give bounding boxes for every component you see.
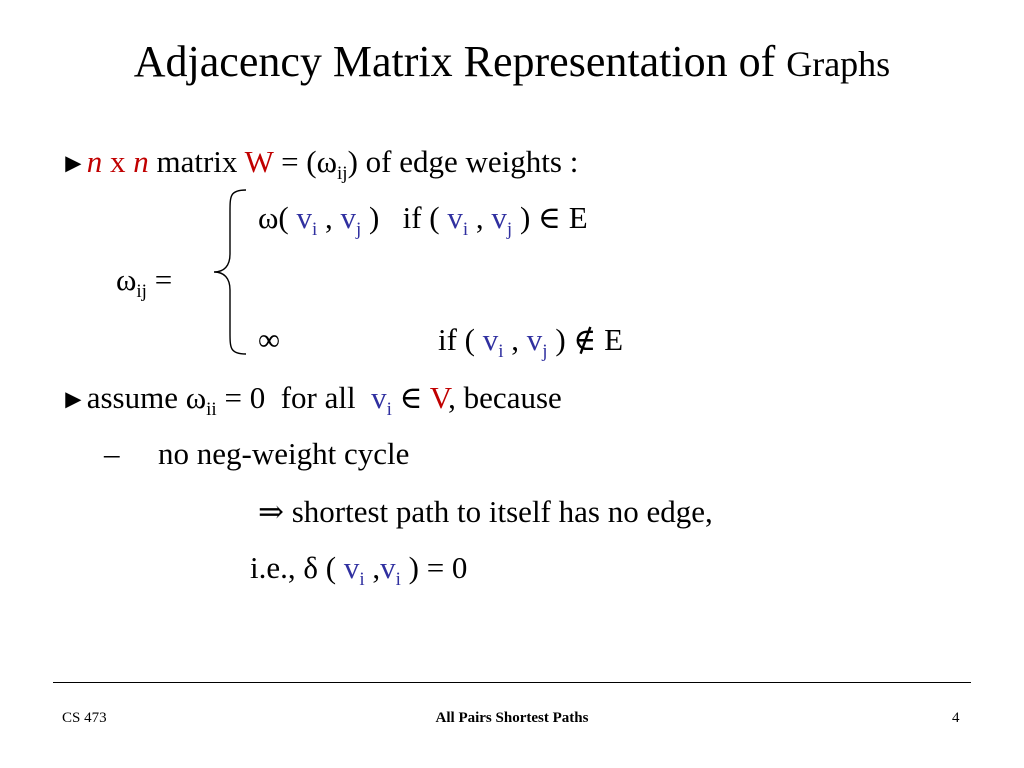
sub-ij: ij	[136, 281, 147, 302]
n-symbol-2: n	[133, 144, 149, 179]
bullet-line-assume	[60, 378, 562, 419]
v-i-2: v	[447, 200, 463, 235]
omega: ω	[116, 262, 137, 297]
sub-j: j	[356, 219, 362, 240]
subscript-ij: ij	[337, 163, 348, 184]
title-tail: Graphs	[786, 44, 891, 84]
comma: ,	[364, 550, 381, 585]
matrix-word: matrix	[148, 144, 245, 179]
times-x: x	[102, 144, 134, 179]
omega-ij-lhs	[116, 260, 172, 300]
sub-ii: ii	[206, 399, 217, 420]
v-j: v	[340, 200, 357, 235]
bullet-line-matrix	[60, 142, 578, 183]
because-text: , because	[448, 380, 562, 415]
sub-i: i	[311, 219, 318, 240]
v-j-2: v	[491, 200, 507, 235]
comma-2: ,	[468, 200, 492, 235]
element-of: ∈	[391, 380, 430, 415]
sub-i: i	[359, 569, 365, 590]
implies-text: ⇒ shortest path to itself has no edge,	[258, 494, 713, 529]
equals-zero: ) = 0	[400, 550, 468, 585]
implies-line	[258, 492, 713, 532]
sub-i-2: i	[462, 219, 469, 240]
footer-page-number: 4	[952, 710, 960, 726]
if-open: if (	[438, 322, 483, 357]
edge-weights-text: ) of edge weights :	[347, 144, 579, 179]
v-i: v	[343, 550, 360, 585]
not-in-E: ) ∉ E	[547, 322, 624, 357]
bullet-marker: ►	[60, 148, 87, 178]
in-E: ) ∈ E	[512, 200, 588, 235]
no-neg-cycle-text: no neg-weight cycle	[158, 436, 410, 471]
eq-omega: = (ω	[273, 144, 338, 179]
sub-j: j	[542, 341, 548, 362]
sub-i-2: i	[395, 569, 401, 590]
omega-open: ω(	[258, 200, 297, 235]
case-infinity	[258, 320, 280, 360]
sub-bullet-dash	[104, 434, 120, 474]
bullet-marker-2: ►	[60, 384, 87, 414]
vertex-set-V: V	[429, 380, 449, 415]
sub-j-2: j	[506, 219, 513, 240]
infinity-symbol: ∞	[258, 322, 281, 357]
v-i-2: v	[380, 550, 396, 585]
sub-bullet-no-neg-cycle	[158, 434, 409, 474]
n-symbol: n	[86, 144, 103, 179]
assume-text: assume ω	[86, 380, 207, 415]
v-j: v	[526, 322, 543, 357]
v-i: v	[371, 380, 387, 415]
equals: =	[146, 262, 173, 297]
close-if: ) if (	[361, 200, 448, 235]
slide-title	[0, 34, 1024, 92]
sub-i: i	[498, 341, 504, 362]
comma: ,	[503, 322, 527, 357]
title-main: Adjacency Matrix Representation of	[133, 37, 776, 86]
case-not-in-E	[438, 320, 623, 360]
footer-topic: All Pairs Shortest Paths	[435, 710, 589, 726]
v-i: v	[482, 322, 499, 357]
v-i: v	[296, 200, 312, 235]
ie-delta-line	[250, 548, 467, 588]
equals-zero-text: = 0 for all	[216, 380, 372, 415]
sub-i: i	[386, 399, 392, 420]
ie-delta-open: i.e., δ (	[250, 550, 344, 585]
dash: –	[104, 436, 120, 471]
matrix-W: W	[244, 144, 274, 179]
comma: ,	[317, 200, 341, 235]
footer-course: CS 473	[62, 710, 107, 726]
left-brace	[212, 188, 248, 356]
case-edge-in-E	[258, 198, 588, 238]
footer-divider	[53, 682, 971, 683]
